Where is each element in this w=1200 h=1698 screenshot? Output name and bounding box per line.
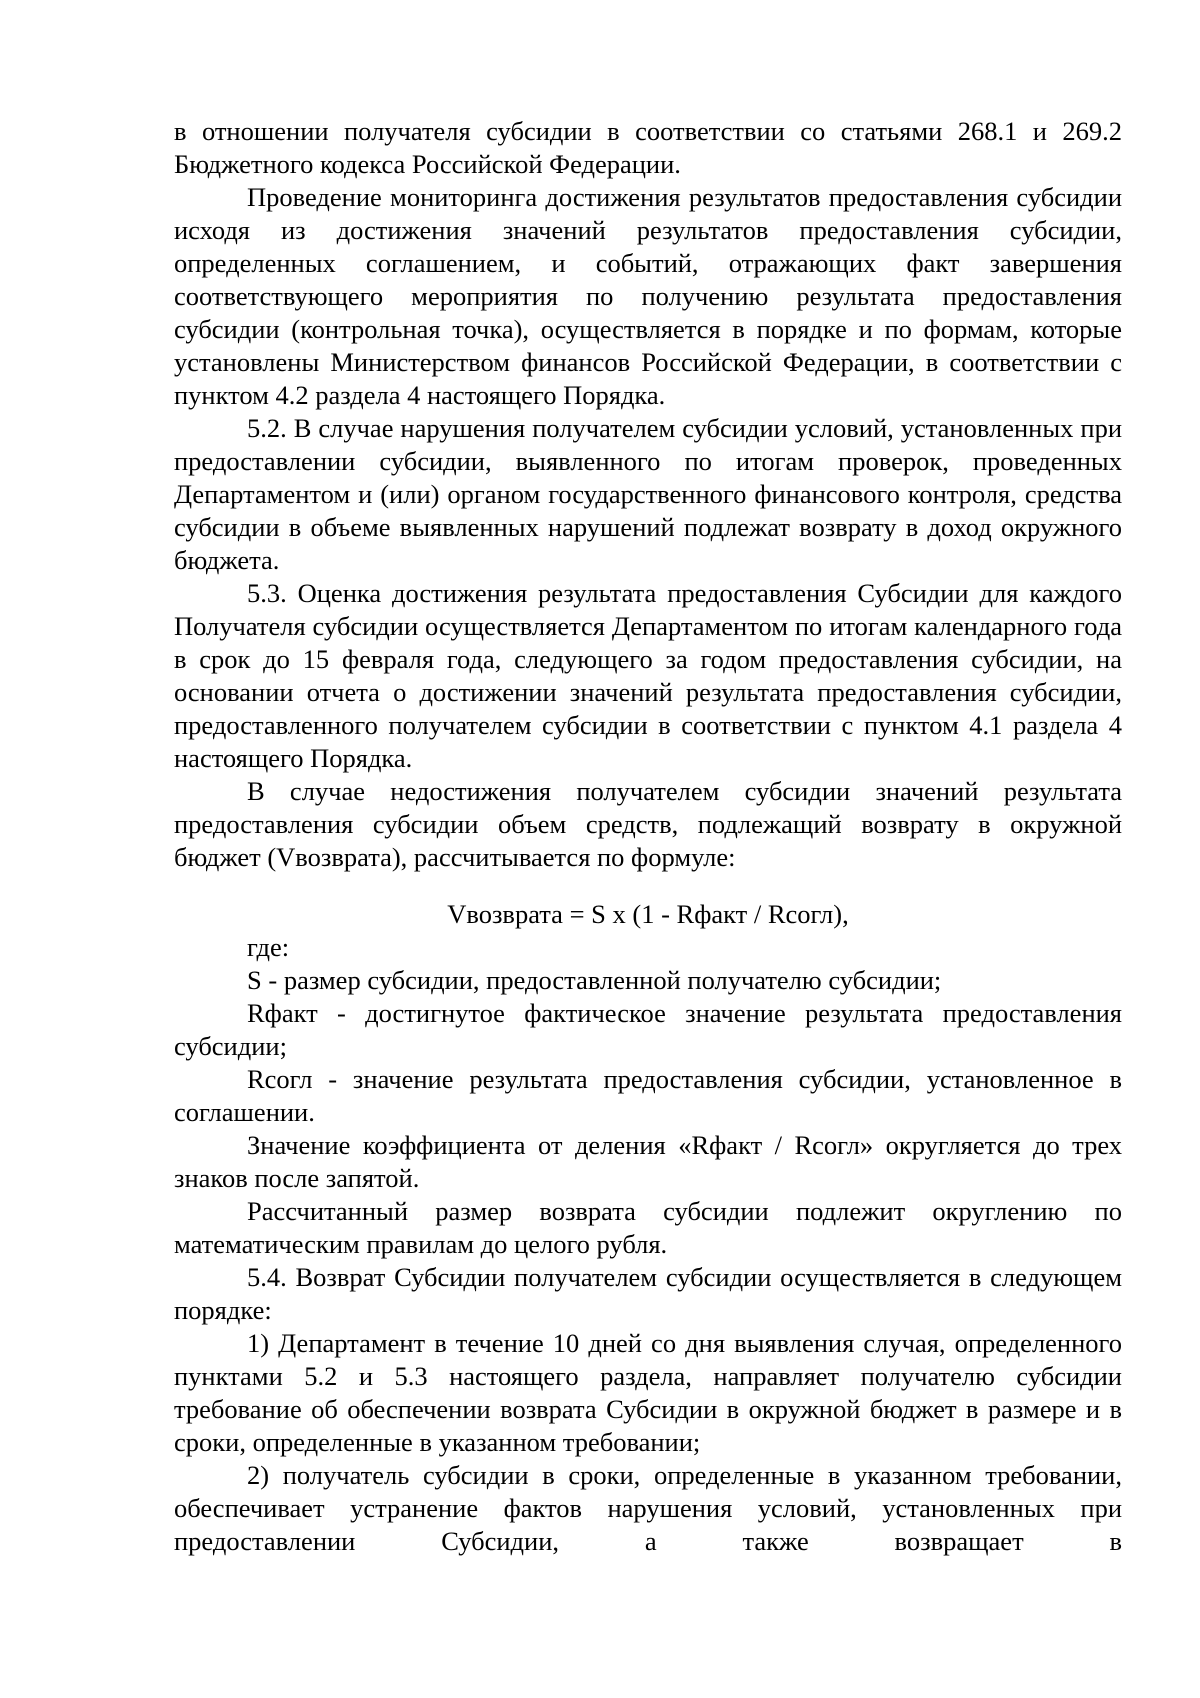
where-label: где:	[247, 932, 290, 962]
paragraph-5-2: 5.2. В случае нарушения получателем субсидии условий, установленных при предоставлении субсидии, выявленного по итогам проверок, проведенных Департаментом и (или) органом государственного финансового контроля, средства субсидии в объеме выявленных нарушений подлежат возврату в доход окружного бюджета.	[174, 413, 1122, 575]
list-item-1: 1) Департамент в течение 10 дней со дня выявления случая, определенного пунктами 5.2 и 5.3 настоящего раздела, направляет получателю субсидии требование об обеспечении возврата Субсидии в окружной бюджет в размере и в сроки, определенные в указанном требовании;	[174, 1328, 1122, 1457]
list-item-2: 2) получатель субсидии в сроки, определенные в указанном требовании, обеспечивает устранение фактов нарушения условий, установленных при предоставлении Субсидии, а также возвращает в	[174, 1460, 1122, 1556]
refund-formula: Vвозврата = S x (1 - Rфакт / Rсогл),	[447, 899, 849, 929]
document-page	[174, 115, 1122, 1558]
definition-s: S - размер субсидии, предоставленной получателю субсидии;	[247, 965, 942, 995]
paragraph-5-3: 5.3. Оценка достижения результата предоставления Субсидии для каждого Получателя субсидии осуществляется Департаментом по итогам календарного года в срок до 15 февраля года, следующего за годом предоставления субсидии, на основании отчета о достижении значений результата предоставления субсидии, предоставленного получателем субсидии в соответствии с пунктом 4.1 раздела 4 настоящего Порядка.	[174, 578, 1122, 773]
paragraph-non-achievement: В случае недостижения получателем субсидии значений результата предоставления субсидии объем средств, подлежащий возврату в окружной бюджет (Vвозврата), рассчитывается по формуле:	[174, 776, 1122, 872]
paragraph-coefficient-rounding: Значение коэффициента от деления «Rфакт / Rсогл» округляется до трех знаков после запятой.	[174, 1130, 1122, 1193]
definition-rsogl: Rсогл - значение результата предоставления субсидии, установленное в соглашении.	[174, 1064, 1122, 1127]
paragraph-5-4: 5.4. Возврат Субсидии получателем субсидии осуществляется в следующем порядке:	[174, 1262, 1122, 1325]
definition-rfakt: Rфакт - достигнутое фактическое значение результата предоставления субсидии;	[174, 998, 1122, 1061]
paragraph-continuation: в отношении получателя субсидии в соответствии со статьями 268.1 и 269.2 Бюджетного кодекса Российской Федерации.	[174, 116, 1122, 179]
paragraph-refund-rounding: Рассчитанный размер возврата субсидии подлежит округлению по математическим правилам до целого рубля.	[174, 1196, 1122, 1259]
paragraph-monitoring: Проведение мониторинга достижения результатов предоставления субсидии исходя из достижения значений результатов предоставления субсидии, определенных соглашением, и событий, отражающих факт завершения соответствующего мероприятия по получению результата предоставления субсидии (контрольная точка), осуществляется в порядке и по формам, которые установлены Министерством финансов Российской Федерации, в соответствии с пунктом 4.2 раздела 4 настоящего Порядка.	[174, 182, 1122, 410]
